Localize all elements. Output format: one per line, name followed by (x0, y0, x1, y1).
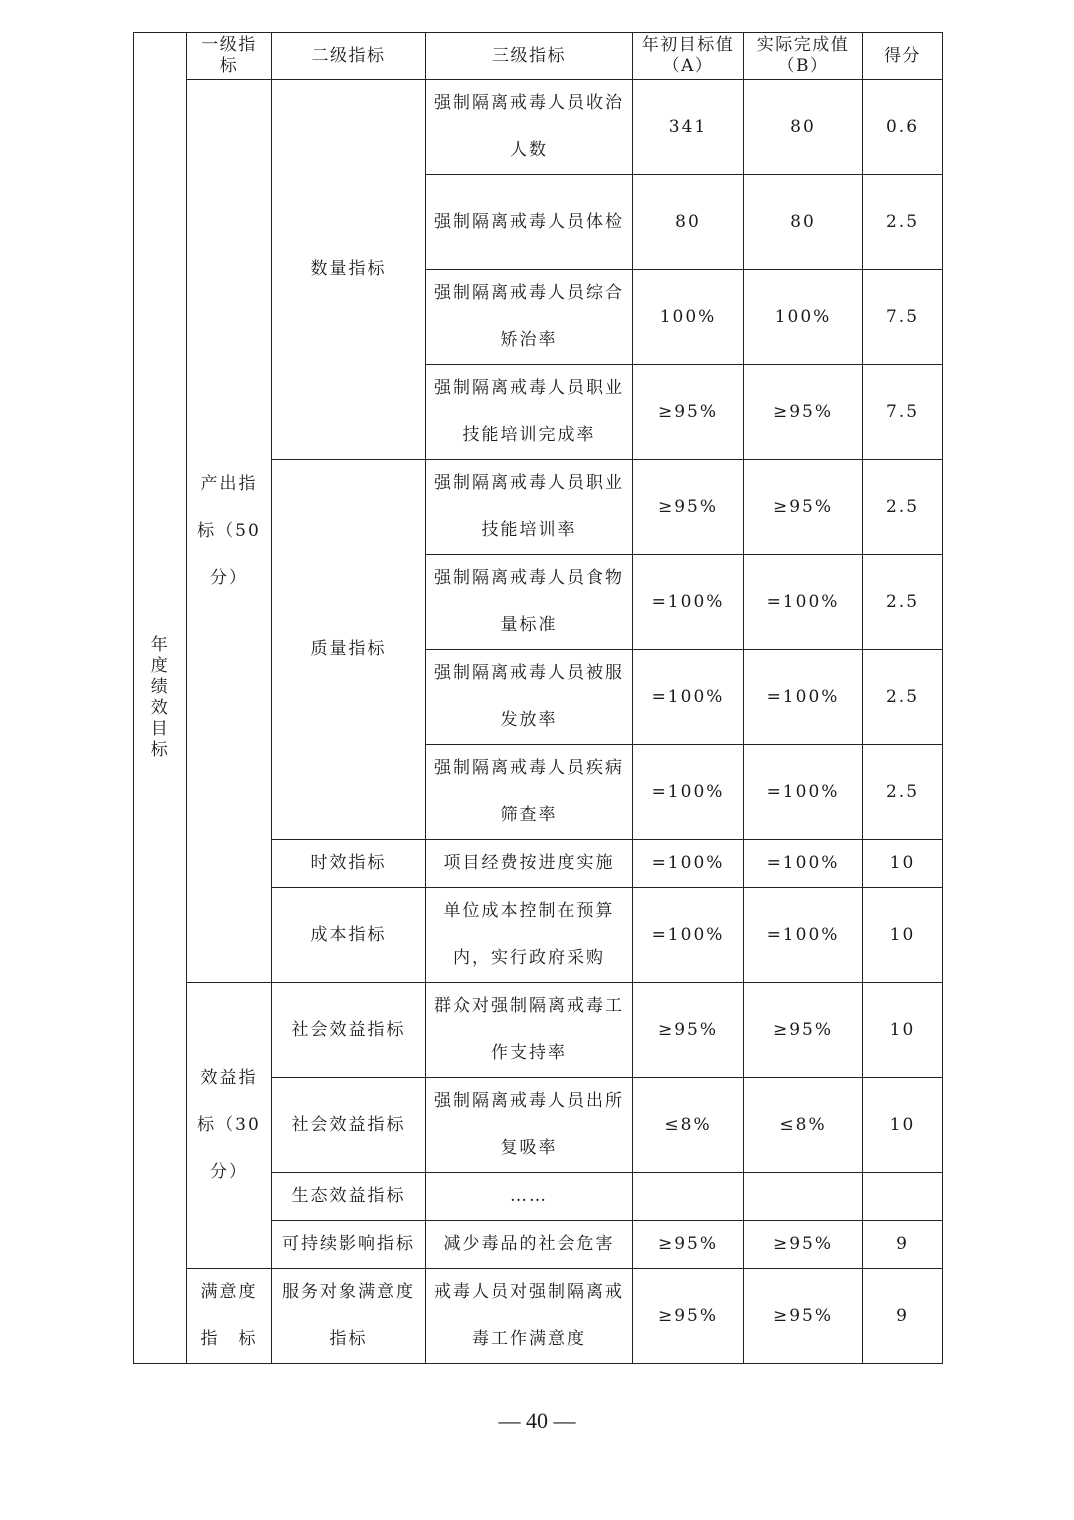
level2-timeliness: 时效指标 (272, 840, 426, 888)
target-value: ≥95% (633, 1221, 744, 1269)
level2-social: 社会效益指标 (272, 983, 426, 1078)
score-value: 9 (863, 1221, 943, 1269)
table-row (134, 983, 943, 1078)
level2-sustainable: 可持续影响指标 (272, 1221, 426, 1269)
score-value: 10 (863, 888, 943, 983)
indicator-name: 强制隔离戒毒人员综合矫治率 (426, 270, 633, 365)
indicator-name: 强制隔离戒毒人员职业技能培训完成率 (426, 365, 633, 460)
score-value: 10 (863, 983, 943, 1078)
target-value: ≥95% (633, 460, 744, 555)
performance-table (133, 32, 943, 1364)
score-value: 0.6 (863, 80, 943, 175)
level2-social: 社会效益指标 (272, 1078, 426, 1173)
level2-ecology: 生态效益指标 (272, 1173, 426, 1221)
score-value: 7.5 (863, 365, 943, 460)
indicator-name: 强制隔离戒毒人员体检 (426, 175, 633, 270)
target-value: 100% (633, 270, 744, 365)
actual-value: =100% (744, 650, 863, 745)
actual-value: ≤8% (744, 1078, 863, 1173)
indicator-name: 强制隔离戒毒人员被服发放率 (426, 650, 633, 745)
score-value: 10 (863, 840, 943, 888)
header-level3: 三级指标 (426, 33, 633, 80)
target-value: =100% (633, 650, 744, 745)
actual-value: ≥95% (744, 1221, 863, 1269)
target-value: ≥95% (633, 983, 744, 1078)
indicator-name: 强制隔离戒毒人员收治人数 (426, 80, 633, 175)
actual-value: ≥95% (744, 1269, 863, 1364)
indicator-name: 项目经费按进度实施 (426, 840, 633, 888)
annual-goal-label: 年 度 绩 效 目 标 (134, 33, 187, 1364)
actual-value: ≥95% (744, 365, 863, 460)
indicator-name: 群众对强制隔离戒毒工作支持率 (426, 983, 633, 1078)
level2-quantity: 数量指标 (272, 80, 426, 460)
level1-benefit: 效益指标（30分） (187, 983, 272, 1269)
indicator-name: 强制隔离戒毒人员疾病筛查率 (426, 745, 633, 840)
actual-value: =100% (744, 555, 863, 650)
level1-output: 产出指标（50分） (187, 80, 272, 983)
header-score: 得分 (863, 33, 943, 80)
target-value: ≤8% (633, 1078, 744, 1173)
actual-value: ≥95% (744, 460, 863, 555)
target-value: =100% (633, 555, 744, 650)
target-value: 80 (633, 175, 744, 270)
level1-satisfaction: 满意度指 标 (187, 1269, 272, 1364)
actual-value: 80 (744, 80, 863, 175)
actual-value (744, 1173, 863, 1221)
score-value: 2.5 (863, 460, 943, 555)
header-level2: 二级指标 (272, 33, 426, 80)
actual-value: =100% (744, 840, 863, 888)
target-value (633, 1173, 744, 1221)
indicator-name: 强制隔离戒毒人员食物量标准 (426, 555, 633, 650)
score-value: 9 (863, 1269, 943, 1364)
actual-value: 100% (744, 270, 863, 365)
target-value: =100% (633, 745, 744, 840)
indicator-name: 强制隔离戒毒人员出所复吸率 (426, 1078, 633, 1173)
score-value (863, 1173, 943, 1221)
target-value: =100% (633, 888, 744, 983)
header-level1: 一级指标 (187, 33, 272, 80)
table-row (134, 1269, 943, 1364)
indicator-name: 减少毒品的社会危害 (426, 1221, 633, 1269)
score-value: 2.5 (863, 745, 943, 840)
level2-service: 服务对象满意度指标 (272, 1269, 426, 1364)
target-value: ≥95% (633, 1269, 744, 1364)
page-number: — 40 — (498, 1408, 576, 1433)
indicator-name: 强制隔离戒毒人员职业技能培训率 (426, 460, 633, 555)
score-value: 2.5 (863, 555, 943, 650)
actual-value: =100% (744, 888, 863, 983)
header-target: 年初目标值（A） (633, 33, 744, 80)
actual-value: =100% (744, 745, 863, 840)
target-value: ≥95% (633, 365, 744, 460)
score-value: 2.5 (863, 175, 943, 270)
indicator-name: …… (426, 1173, 633, 1221)
header-row (134, 33, 943, 80)
level2-cost: 成本指标 (272, 888, 426, 983)
actual-value: ≥95% (744, 983, 863, 1078)
score-value: 2.5 (863, 650, 943, 745)
target-value: 341 (633, 80, 744, 175)
table-row (134, 80, 943, 175)
header-actual: 实际完成值（B） (744, 33, 863, 80)
level2-quality: 质量指标 (272, 460, 426, 840)
indicator-name: 单位成本控制在预算内，实行政府采购 (426, 888, 633, 983)
indicator-name: 戒毒人员对强制隔离戒毒工作满意度 (426, 1269, 633, 1364)
score-value: 7.5 (863, 270, 943, 365)
score-value: 10 (863, 1078, 943, 1173)
actual-value: 80 (744, 175, 863, 270)
target-value: =100% (633, 840, 744, 888)
